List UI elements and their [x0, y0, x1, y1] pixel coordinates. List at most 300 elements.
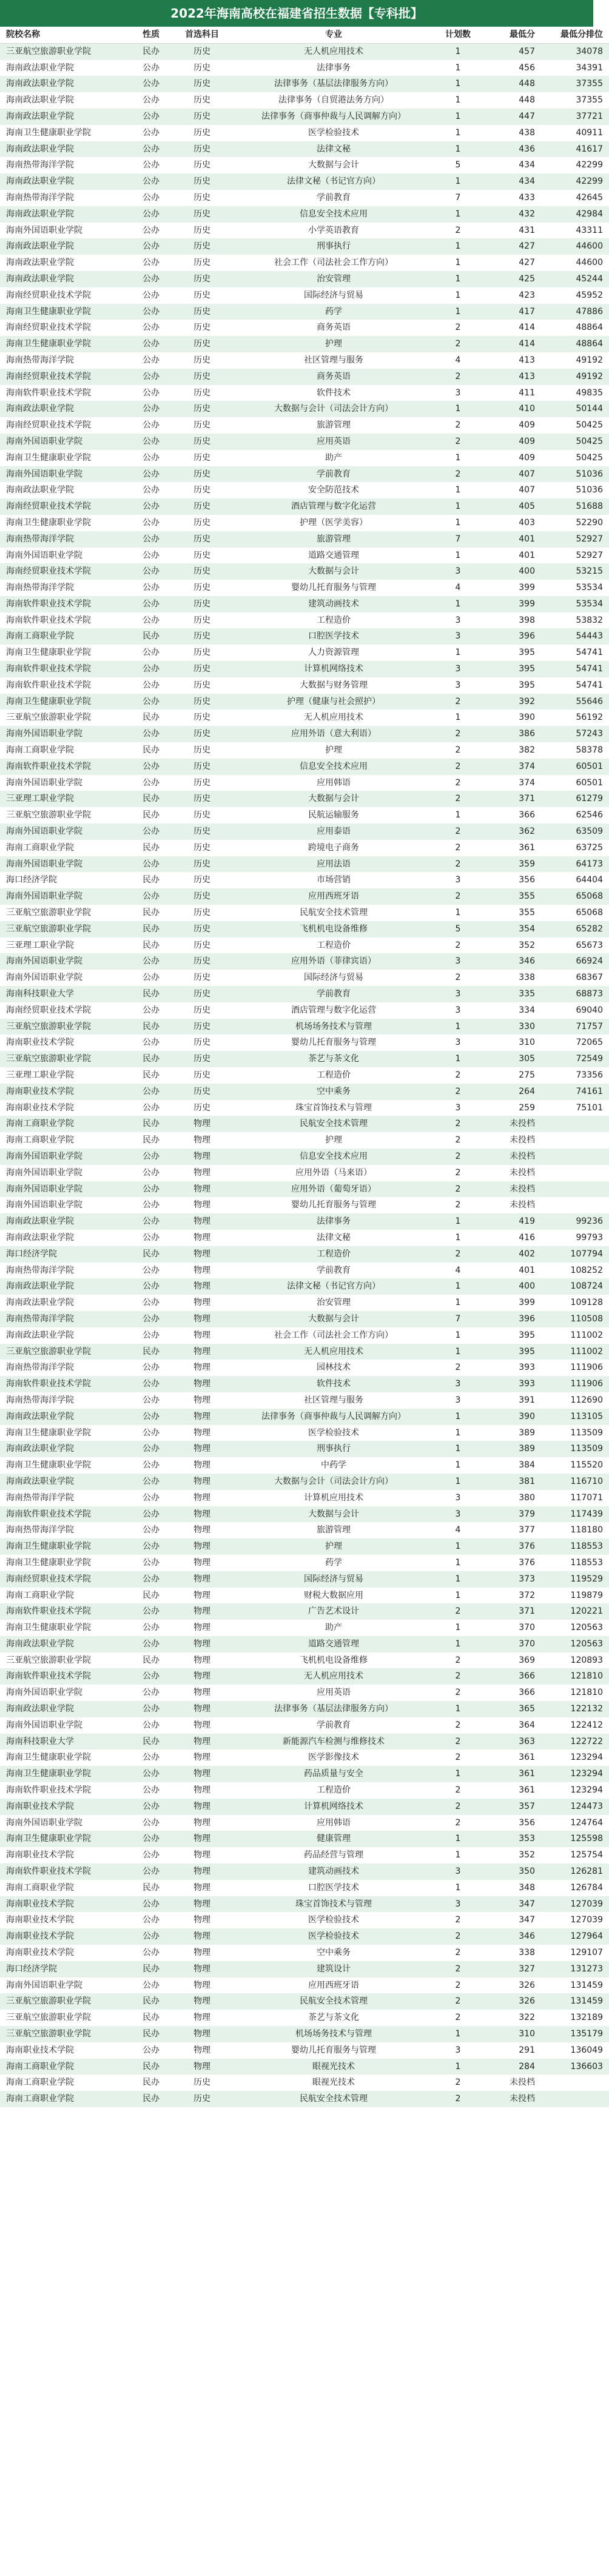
subject-cell: 物理 [173, 1603, 230, 1620]
major-cell: 信息安全技术应用 [230, 759, 437, 775]
min-rank-cell: 51036 [543, 482, 609, 498]
plan-count-cell: 3 [437, 1490, 479, 1506]
min-rank-cell: 63509 [543, 823, 609, 840]
table-row [0, 466, 609, 483]
plan-count-cell: 3 [437, 563, 479, 580]
table-row [0, 1474, 609, 1490]
nature-cell: 公办 [129, 1603, 173, 1620]
min-rank-cell: 131273 [543, 1961, 609, 1977]
major-cell: 药学 [230, 1555, 437, 1571]
table-row [0, 1457, 609, 1474]
plan-count-cell: 2 [437, 759, 479, 775]
nature-cell: 公办 [129, 1149, 173, 1165]
school-name-cell: 海南政法职业学院 [0, 238, 129, 255]
plan-count-cell: 1 [437, 1441, 479, 1457]
major-cell: 法律事务 [230, 1213, 437, 1230]
min-rank-cell: 116710 [543, 1474, 609, 1490]
nature-cell: 公办 [129, 417, 173, 434]
min-score-cell: 335 [479, 986, 543, 1002]
subject-cell: 历史 [173, 60, 230, 76]
nature-cell: 公办 [129, 1376, 173, 1392]
table-row [0, 531, 609, 548]
school-name-cell: 海南软件职业技术学院 [0, 596, 129, 612]
nature-cell: 民办 [129, 2059, 173, 2075]
major-cell: 酒店管理与数字化运营 [230, 1002, 437, 1019]
subject-cell: 物理 [173, 1896, 230, 1913]
min-score-cell: 366 [479, 1685, 543, 1701]
table-row [0, 1734, 609, 1750]
table-row [0, 612, 609, 629]
school-name-cell: 三亚航空旅游职业学院 [0, 2010, 129, 2026]
major-cell: 珠宝首饰技术与管理 [230, 1100, 437, 1116]
min-rank-cell: 136049 [543, 2042, 609, 2059]
subject-cell: 历史 [173, 190, 230, 206]
plan-count-cell: 1 [437, 905, 479, 921]
min-score-cell: 未投档 [479, 1197, 543, 1213]
nature-cell: 公办 [129, 109, 173, 125]
min-rank-cell: 62546 [543, 807, 609, 823]
min-score-cell: 376 [479, 1538, 543, 1555]
subject-cell: 历史 [173, 759, 230, 775]
school-name-header: 院校名称 [0, 27, 129, 43]
plan-count-cell: 1 [437, 1051, 479, 1067]
table-row [0, 742, 609, 759]
major-cell: 药品经营与管理 [230, 1847, 437, 1863]
school-name-cell: 海南职业技术学院 [0, 1912, 129, 1928]
min-score-cell: 403 [479, 515, 543, 531]
school-name-cell: 海南外国语职业学院 [0, 1815, 129, 1831]
major-cell: 护理（医学美容） [230, 515, 437, 531]
table-row [0, 1912, 609, 1928]
min-score-cell: 402 [479, 1246, 543, 1263]
table-row [0, 92, 609, 109]
nature-cell: 公办 [129, 1782, 173, 1799]
min-score-cell: 366 [479, 1668, 543, 1685]
plan-count-cell: 4 [437, 1263, 479, 1279]
min-score-cell: 364 [479, 1717, 543, 1734]
major-cell: 市场营销 [230, 872, 437, 888]
min-score-cell: 436 [479, 141, 543, 158]
table-row [0, 1815, 609, 1831]
plan-count-cell: 2 [437, 1165, 479, 1181]
plan-count-cell: 5 [437, 921, 479, 937]
major-cell: 旅游管理 [230, 531, 437, 548]
table-row [0, 1538, 609, 1555]
school-name-cell: 海口经济学院 [0, 872, 129, 888]
min-score-cell: 264 [479, 1084, 543, 1100]
nature-cell: 民办 [129, 791, 173, 807]
min-rank-cell: 54741 [543, 677, 609, 694]
major-cell: 社区管理与服务 [230, 1392, 437, 1409]
min-rank-cell: 123294 [543, 1766, 609, 1782]
min-rank-cell: 127039 [543, 1896, 609, 1913]
nature-cell: 民办 [129, 1019, 173, 1035]
plan-count-cell: 2 [437, 2010, 479, 2026]
min-rank-cell: 65068 [543, 905, 609, 921]
table-row [0, 1149, 609, 1165]
table-row [0, 1928, 609, 1945]
major-cell: 工程造价 [230, 1067, 437, 1084]
major-cell: 大数据与会计（司法会计方向） [230, 1474, 437, 1490]
table-row [0, 1425, 609, 1441]
major-cell: 软件技术 [230, 1376, 437, 1392]
table-row [0, 726, 609, 742]
subject-cell: 历史 [173, 775, 230, 791]
min-score-cell: 413 [479, 352, 543, 369]
min-score-cell: 395 [479, 1344, 543, 1360]
school-name-cell: 海南职业技术学院 [0, 1928, 129, 1945]
min-score-cell: 411 [479, 385, 543, 401]
nature-cell: 民办 [129, 986, 173, 1002]
table-row [0, 1977, 609, 1994]
table-row [0, 1441, 609, 1457]
school-name-cell: 海南卫生健康职业学院 [0, 336, 129, 352]
table-row [0, 645, 609, 661]
subject-cell: 历史 [173, 1035, 230, 1051]
major-cell: 婴幼儿托育服务与管理 [230, 580, 437, 596]
subject-cell: 历史 [173, 320, 230, 336]
min-score-cell: 392 [479, 694, 543, 710]
table-row [0, 628, 609, 645]
min-rank-cell: 111906 [543, 1360, 609, 1376]
major-cell: 法律文秘 [230, 1230, 437, 1246]
nature-cell: 公办 [129, 1685, 173, 1701]
subject-cell: 物理 [173, 1880, 230, 1896]
nature-cell: 公办 [129, 1213, 173, 1230]
min-score-cell: 391 [479, 1392, 543, 1409]
min-rank-cell: 111002 [543, 1327, 609, 1344]
min-score-cell: 366 [479, 807, 543, 823]
school-name-cell: 海南职业技术学院 [0, 1945, 129, 1961]
min-rank-cell: 51036 [543, 466, 609, 483]
table-row [0, 1051, 609, 1067]
table-row [0, 515, 609, 531]
plan-count-cell: 2 [437, 937, 479, 954]
major-cell: 新能源汽车检测与维修技术 [230, 1734, 437, 1750]
nature-cell: 公办 [129, 1409, 173, 1425]
min-rank-cell: 120221 [543, 1603, 609, 1620]
subject-cell: 物理 [173, 1165, 230, 1181]
major-cell: 应用外语（马来语） [230, 1165, 437, 1181]
plan-count-cell: 1 [437, 1425, 479, 1441]
min-rank-cell [543, 1165, 609, 1181]
major-cell: 民航安全技术管理 [230, 1116, 437, 1132]
plan-count-cell: 1 [437, 807, 479, 823]
min-score-cell: 405 [479, 498, 543, 515]
school-name-cell: 海南经贸职业技术学院 [0, 320, 129, 336]
nature-cell: 民办 [129, 43, 173, 59]
nature-cell: 公办 [129, 1945, 173, 1961]
major-cell: 计算机网络技术 [230, 661, 437, 677]
min-rank-cell: 60501 [543, 759, 609, 775]
school-name-cell: 三亚理工职业学院 [0, 937, 129, 954]
min-score-cell: 434 [479, 157, 543, 173]
nature-cell: 公办 [129, 1035, 173, 1051]
major-cell: 药品质量与安全 [230, 1766, 437, 1782]
major-cell: 旅游管理 [230, 417, 437, 434]
min-rank-cell: 49192 [543, 369, 609, 385]
plan-count-cell: 1 [437, 1295, 479, 1311]
school-name-cell: 海南软件职业技术学院 [0, 1782, 129, 1799]
nature-cell: 公办 [129, 1425, 173, 1441]
subject-cell: 物理 [173, 1571, 230, 1588]
plan-count-cell: 1 [437, 1230, 479, 1246]
nature-cell: 民办 [129, 1246, 173, 1263]
subject-cell: 历史 [173, 255, 230, 271]
table-row [0, 596, 609, 612]
min-rank-cell: 48864 [543, 336, 609, 352]
plan-count-cell: 2 [437, 742, 479, 759]
min-score-cell: 326 [479, 1993, 543, 2010]
subject-cell: 历史 [173, 238, 230, 255]
plan-count-header: 计划数 [437, 27, 479, 43]
min-rank-cell: 118180 [543, 1522, 609, 1538]
school-name-cell: 海南工商职业学院 [0, 742, 129, 759]
nature-cell: 公办 [129, 1197, 173, 1213]
subject-cell: 物理 [173, 1977, 230, 1994]
table-row [0, 304, 609, 320]
plan-count-cell: 1 [437, 482, 479, 498]
plan-count-cell: 3 [437, 1896, 479, 1913]
major-cell: 无人机应用技术 [230, 1344, 437, 1360]
plan-count-cell: 3 [437, 661, 479, 677]
table-row [0, 1506, 609, 1523]
nature-cell: 公办 [129, 970, 173, 986]
school-name-cell: 海南外国语职业学院 [0, 434, 129, 450]
min-rank-cell: 110508 [543, 1311, 609, 1327]
min-score-cell: 456 [479, 60, 543, 76]
plan-count-cell: 2 [437, 2091, 479, 2107]
subject-cell: 物理 [173, 1734, 230, 1750]
major-cell: 刑事执行 [230, 238, 437, 255]
subject-cell: 历史 [173, 856, 230, 873]
major-cell: 学前教育 [230, 1717, 437, 1734]
min-rank-cell: 122722 [543, 1734, 609, 1750]
min-score-cell: 未投档 [479, 1149, 543, 1165]
plan-count-cell: 3 [437, 385, 479, 401]
nature-cell: 民办 [129, 937, 173, 954]
major-cell: 口腔医学技术 [230, 628, 437, 645]
major-cell: 中药学 [230, 1457, 437, 1474]
nature-cell: 公办 [129, 1441, 173, 1457]
nature-cell: 民办 [129, 742, 173, 759]
plan-count-cell: 1 [437, 255, 479, 271]
school-name-cell: 海南政法职业学院 [0, 1213, 129, 1230]
min-score-cell: 291 [479, 2042, 543, 2059]
min-score-cell: 407 [479, 482, 543, 498]
school-name-cell: 海南热带海洋学院 [0, 157, 129, 173]
major-cell: 安全防范技术 [230, 482, 437, 498]
min-score-cell: 381 [479, 1474, 543, 1490]
school-name-cell: 海南卫生健康职业学院 [0, 694, 129, 710]
min-score-cell: 433 [479, 190, 543, 206]
subject-cell: 物理 [173, 1668, 230, 1685]
min-rank-cell: 53534 [543, 596, 609, 612]
plan-count-cell: 1 [437, 141, 479, 158]
school-name-cell: 海南热带海洋学院 [0, 1311, 129, 1327]
major-cell: 大数据与会计 [230, 1506, 437, 1523]
table-header [0, 27, 609, 43]
subject-cell: 历史 [173, 401, 230, 417]
nature-cell: 公办 [129, 1912, 173, 1928]
school-name-cell: 海南外国语职业学院 [0, 775, 129, 791]
min-score-cell: 386 [479, 726, 543, 742]
table-row [0, 1961, 609, 1977]
nature-cell: 公办 [129, 1799, 173, 1815]
min-score-cell: 376 [479, 1555, 543, 1571]
min-score-cell: 356 [479, 1815, 543, 1831]
min-score-cell: 362 [479, 823, 543, 840]
min-score-cell: 326 [479, 1977, 543, 1994]
table-row [0, 1636, 609, 1652]
school-name-cell: 海南软件职业技术学院 [0, 612, 129, 629]
subject-cell: 物理 [173, 1181, 230, 1198]
school-name-cell: 三亚航空旅游职业学院 [0, 1051, 129, 1067]
table-row [0, 1392, 609, 1409]
min-score-cell: 352 [479, 1847, 543, 1863]
major-cell: 跨境电子商务 [230, 840, 437, 856]
plan-count-cell: 1 [437, 596, 479, 612]
school-name-cell: 海南职业技术学院 [0, 1896, 129, 1913]
major-cell: 婴幼儿托育服务与管理 [230, 1035, 437, 1051]
nature-cell: 公办 [129, 548, 173, 564]
nature-cell: 公办 [129, 1555, 173, 1571]
plan-count-cell: 3 [437, 612, 479, 629]
min-rank-cell: 50144 [543, 401, 609, 417]
plan-count-cell: 1 [437, 645, 479, 661]
min-rank-cell: 119879 [543, 1588, 609, 1604]
school-name-cell: 海南卫生健康职业学院 [0, 1766, 129, 1782]
major-cell: 法律事务 [230, 60, 437, 76]
subject-cell: 物理 [173, 1961, 230, 1977]
table-row [0, 709, 609, 726]
min-rank-cell: 126281 [543, 1863, 609, 1880]
min-score-cell: 434 [479, 173, 543, 190]
school-name-cell: 海南政法职业学院 [0, 141, 129, 158]
min-score-cell: 352 [479, 937, 543, 954]
subject-cell: 物理 [173, 1474, 230, 1490]
school-name-cell: 三亚航空旅游职业学院 [0, 1019, 129, 1035]
min-score-cell: 390 [479, 709, 543, 726]
min-rank-cell: 42299 [543, 157, 609, 173]
min-rank-cell: 129107 [543, 1945, 609, 1961]
subject-cell: 物理 [173, 1620, 230, 1636]
table-row [0, 1344, 609, 1360]
subject-cell: 历史 [173, 726, 230, 742]
school-name-cell: 海南软件职业技术学院 [0, 677, 129, 694]
min-score-cell: 398 [479, 612, 543, 629]
school-name-cell: 三亚航空旅游职业学院 [0, 1652, 129, 1669]
min-rank-cell: 42984 [543, 206, 609, 223]
major-cell: 应用西班牙语 [230, 1977, 437, 1994]
subject-cell: 物理 [173, 1246, 230, 1263]
nature-cell: 公办 [129, 1620, 173, 1636]
table-row [0, 1522, 609, 1538]
school-name-cell: 海南软件职业技术学院 [0, 385, 129, 401]
plan-count-cell: 3 [437, 1002, 479, 1019]
major-cell: 医学检验技术 [230, 125, 437, 141]
min-rank-cell: 53215 [543, 563, 609, 580]
plan-count-cell: 3 [437, 1100, 479, 1116]
plan-count-cell: 2 [437, 1181, 479, 1198]
min-rank-cell: 131459 [543, 1977, 609, 1994]
min-score-cell: 457 [479, 43, 543, 59]
plan-count-cell: 2 [437, 1961, 479, 1977]
subject-cell: 历史 [173, 531, 230, 548]
plan-count-cell: 2 [437, 466, 479, 483]
major-cell: 飞机机电设备维修 [230, 1652, 437, 1669]
min-rank-cell: 73356 [543, 1067, 609, 1084]
min-score-cell: 284 [479, 2059, 543, 2075]
min-rank-cell: 53832 [543, 612, 609, 629]
major-cell: 社会工作（司法社会工作方向） [230, 255, 437, 271]
min-score-cell: 374 [479, 775, 543, 791]
nature-cell: 公办 [129, 92, 173, 109]
min-rank-cell: 57243 [543, 726, 609, 742]
min-rank-cell: 60501 [543, 775, 609, 791]
nature-cell: 公办 [129, 190, 173, 206]
table-row [0, 1896, 609, 1913]
min-rank-cell: 119529 [543, 1571, 609, 1588]
plan-count-cell: 1 [437, 43, 479, 59]
nature-cell: 公办 [129, 1278, 173, 1295]
nature-cell: 公办 [129, 450, 173, 466]
major-cell: 商务英语 [230, 369, 437, 385]
major-cell: 空中乘务 [230, 1084, 437, 1100]
plan-count-cell: 3 [437, 1392, 479, 1409]
nature-cell: 民办 [129, 1652, 173, 1669]
school-name-cell: 海南外国语职业学院 [0, 1197, 129, 1213]
min-rank-cell: 65673 [543, 937, 609, 954]
table-row [0, 223, 609, 239]
min-score-cell: 346 [479, 1928, 543, 1945]
school-name-cell: 海南政法职业学院 [0, 1230, 129, 1246]
min-score-cell: 361 [479, 1749, 543, 1766]
major-cell: 学前教育 [230, 1263, 437, 1279]
table-row [0, 109, 609, 125]
school-name-cell: 海南工商职业学院 [0, 628, 129, 645]
nature-cell: 公办 [129, 320, 173, 336]
subject-cell: 历史 [173, 498, 230, 515]
nature-cell: 公办 [129, 385, 173, 401]
min-rank-cell [543, 1116, 609, 1132]
nature-cell: 民办 [129, 807, 173, 823]
major-cell: 医学影像技术 [230, 1749, 437, 1766]
plan-count-cell: 1 [437, 92, 479, 109]
table-row [0, 1181, 609, 1198]
table-row [0, 888, 609, 905]
subject-cell: 物理 [173, 1863, 230, 1880]
major-cell: 婴幼儿托育服务与管理 [230, 2042, 437, 2059]
school-name-cell: 海南卫生健康职业学院 [0, 1555, 129, 1571]
school-name-cell: 海南经贸职业技术学院 [0, 1002, 129, 1019]
plan-count-cell: 1 [437, 109, 479, 125]
nature-cell: 公办 [129, 157, 173, 173]
school-name-cell: 海南外国语职业学院 [0, 953, 129, 970]
school-name-cell: 海口经济学院 [0, 1961, 129, 1977]
major-cell: 应用外语（菲律宾语） [230, 953, 437, 970]
table-row [0, 1863, 609, 1880]
min-score-cell: 363 [479, 1734, 543, 1750]
table-row [0, 482, 609, 498]
min-rank-cell: 63725 [543, 840, 609, 856]
min-rank-cell: 124473 [543, 1799, 609, 1815]
school-name-cell: 海南热带海洋学院 [0, 531, 129, 548]
plan-count-cell: 2 [437, 1084, 479, 1100]
min-rank-cell: 52927 [543, 531, 609, 548]
subject-cell: 历史 [173, 434, 230, 450]
plan-count-cell: 2 [437, 336, 479, 352]
